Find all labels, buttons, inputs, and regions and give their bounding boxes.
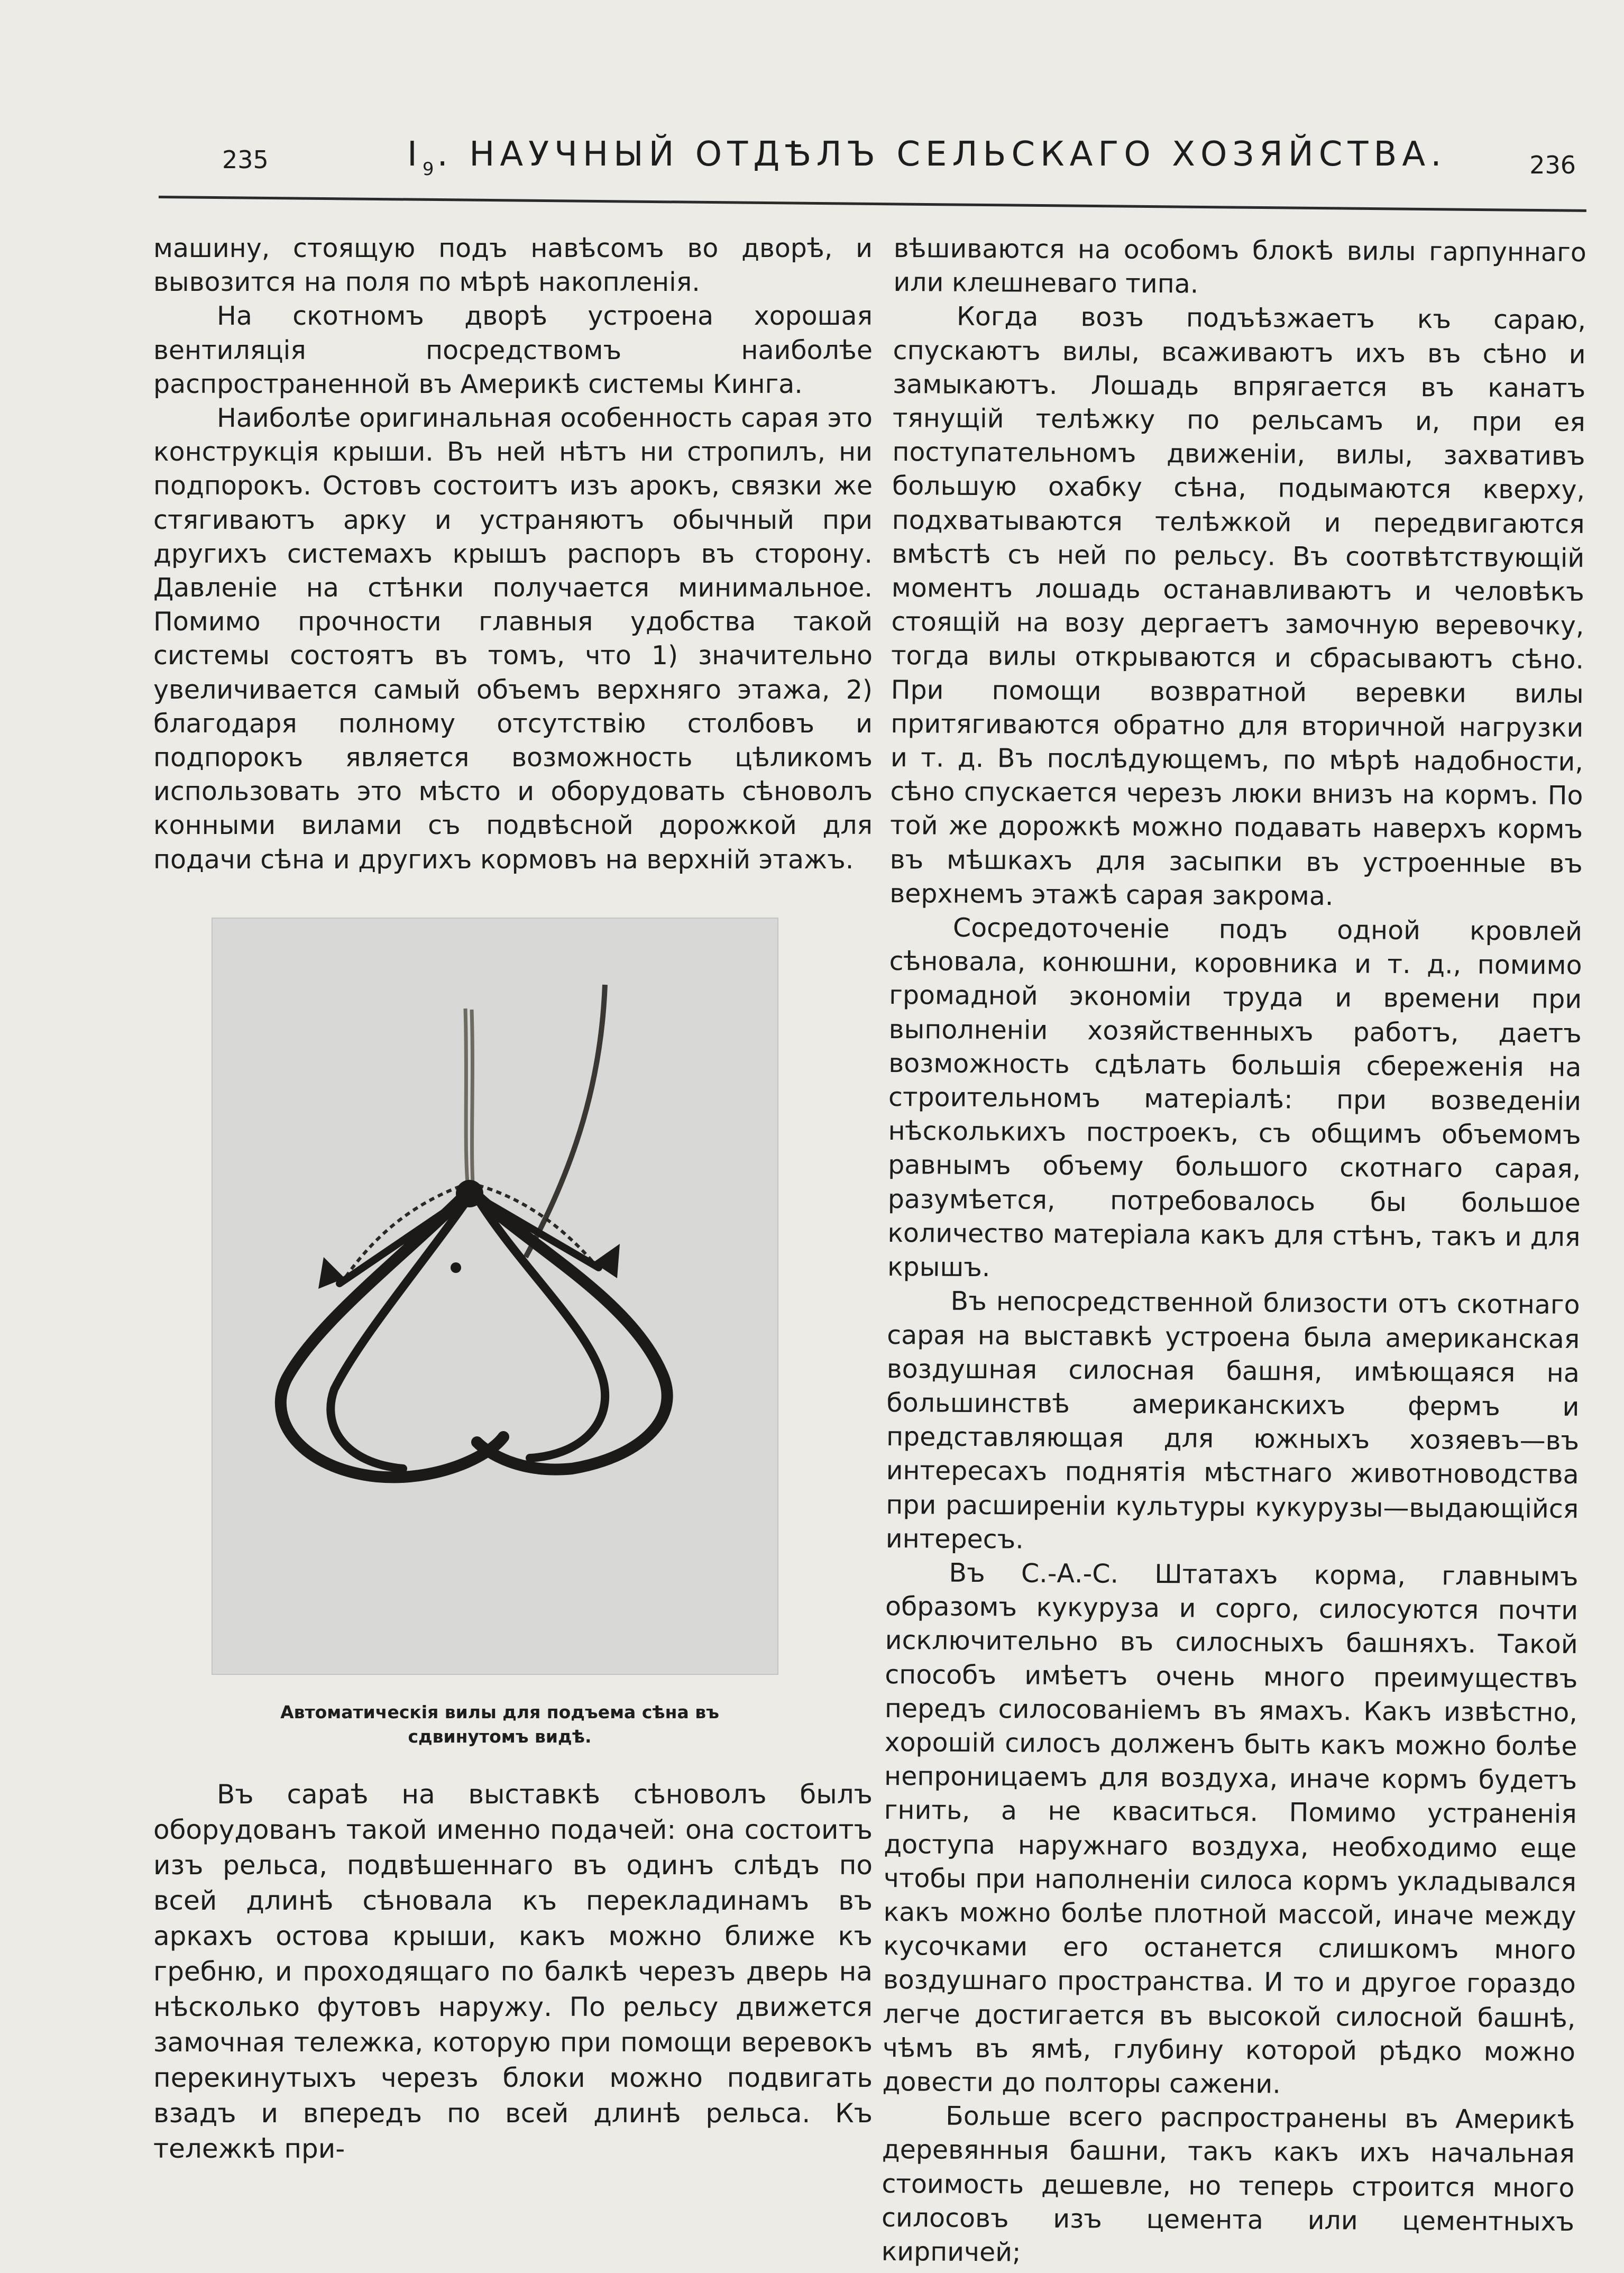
hay-fork-photo <box>212 918 778 1675</box>
caption-line: Автоматическія вилы для подъема сѣна въ <box>280 1702 719 1722</box>
hay-fork-illustration <box>213 919 777 1674</box>
page-number-left: 235 <box>222 145 269 174</box>
section-numeral: I <box>407 135 423 174</box>
paragraph: машину, стоящую подъ навѣсомъ во дворѣ, и вывозится на поля по мѣрѣ накопленія. <box>153 233 873 298</box>
paragraph: Въ С.-А.-С. Штатахъ корма, главнымъ образомъ кукуруза и сорго, силосуются почти исключительно въ силосныхъ башняхъ. Такой способъ имѣетъ очень много преимуществъ передъ силосованіемъ въ ямахъ. Какъ извѣстно, хорошій силосъ долженъ быть какъ можно болѣе непроницаемъ для воздуха, иначе кормъ будетъ гнить, а не кваситься. Помимо устраненія доступа наружнаго воздуха, необходимо еще чтобы при наполненіи силоса кормъ укладывался какъ можно болѣе плотной массой, иначе между кусочками его останется слишкомъ много воздушнаго пространства. И то и другое гораздо легче достигается въ высокой силосной башнѣ, чѣмъ въ ямѣ, глубину которой рѣдко можно довести до полторы сажени. <box>882 1557 1579 2100</box>
paragraph: Наиболѣе оригинальная особенность сарая это конструкція крыши. Въ ней нѣтъ ни стропилъ, ни подпорокъ. Остовъ состоитъ изъ арокъ, связки же стягиваютъ арку и устраняютъ обычный при другихъ системахъ крышъ распоръ въ сторону. Давленіе на стѣнки получается минимальное. Помимо прочности главныя удобства такой системы состоятъ въ томъ, что 1) значительно увеличивается самый объемъ верхняго этажа, 2) благодаря полному отсутствію столбовъ и подпорокъ является возможность цѣликомъ использовать это мѣсто и оборудовать сѣноволъ конными вилами съ подвѣсной дорожкой для подачи сѣна и другихъ кормовъ на верхній этажъ. <box>153 403 873 875</box>
left-column-lower <box>153 1777 873 2167</box>
paragraph: Больше всего распространены въ Америкѣ деревянныя башни, такъ какъ ихъ начальная стоимость дешевле, но теперь строится много силосовъ изъ цемента или цементныхъ кирпичей; <box>881 2101 1575 2268</box>
figure-caption <box>175 1700 825 1749</box>
paragraph: Когда возъ подъѣзжаетъ къ сараю, спускаютъ вилы, всаживаютъ ихъ въ сѣно и замыкаютъ. Лошадь впрягается въ канатъ тянущій телѣжку по рельсамъ и, при ея поступательномъ движеніи, вилы, захвативъ большую охабку сѣна, подымаются кверху, подхватываются телѣжкой и передвигаются вмѣстѣ съ ней по рельсу. Въ соотвѣтствующій моментъ лошадь останавливаютъ и человѣкъ стоящій на возу дергаетъ замочную веревочку, тогда вилы открываются и сбрасываютъ сѣно. При помощи возвратной веревки вилы притягиваются обратно для вторичной нагрузки и т. д. Въ послѣдующемъ, по мѣрѣ надобности, сѣно спускается черезъ люки внизъ на кормъ. По той же дорожкѣ можно подавать наверхъ кормъ въ мѣшкахъ для засыпки въ устроенные въ верхнемъ этажѣ сарая закрома. <box>889 301 1586 911</box>
running-header <box>153 135 1592 193</box>
header-rule <box>159 196 1586 212</box>
caption-line: сдвинутомъ видѣ. <box>408 1726 592 1747</box>
paragraph: Въ сараѣ на выставкѣ сѣноволъ былъ оборудованъ такой именно подачей: она состоитъ изъ рельса, подвѣшеннаго въ одинъ слѣдъ по всей длинѣ сѣновала къ перекладинамъ въ аркахъ остова крыши, какъ можно ближе къ гребню, и проходящаго по балкѣ черезъ дверь на нѣсколько футовъ наружу. По рельсу движется замочная тележка, которую при помощи веревокъ перекинутыхъ черезъ блоки можно подвигать взадъ и впередъ по всей длинѣ рельса. Къ тележкѣ при- <box>153 1779 873 2164</box>
paragraph: вѣшиваются на особомъ блокѣ вилы гарпуннаго или клешневаго типа. <box>893 233 1586 299</box>
paragraph: На скотномъ дворѣ устроена хорошая вентиляція посредствомъ наиболѣе распространенной въ Америкѣ системы Кинга. <box>153 301 873 399</box>
right-column <box>881 232 1586 2273</box>
page-number-right: 236 <box>1529 151 1576 179</box>
left-column <box>153 232 873 877</box>
running-title <box>407 135 1447 180</box>
section-title: . НАУЧНЫЙ ОТДѢЛЪ СЕЛЬСКАГО ХОЗЯЙСТВА. <box>437 135 1447 174</box>
section-subscript: 9 <box>422 159 434 180</box>
paragraph: Въ непосредственной близости отъ скотнаго сарая на выставкѣ устроена была американская воздушная силосная башня, имѣющаяся на большинствѣ американскихъ фермъ и представляющая для южныхъ хозяевъ—въ интересахъ поднятія мѣстнаго животноводства при расширеніи культуры кукурузы—выдающійся интересъ. <box>885 1286 1580 1555</box>
paragraph: Сосредоточеніе подъ одной кровлей сѣновала, конюшни, коровника и т. д., помимо громадной экономіи труда и времени при выполненіи хозяйственныхъ работъ, даетъ возможность сдѣлать большія сбереженія на строительномъ матеріалѣ: при возведеніи нѣсколькихъ построекъ, съ общимъ объемомъ равнымъ объему большого скотнаго сарая, разумѣется, потребовалось бы большое количество матеріала какъ для стѣнъ, такъ и для крышъ. <box>887 912 1583 1283</box>
